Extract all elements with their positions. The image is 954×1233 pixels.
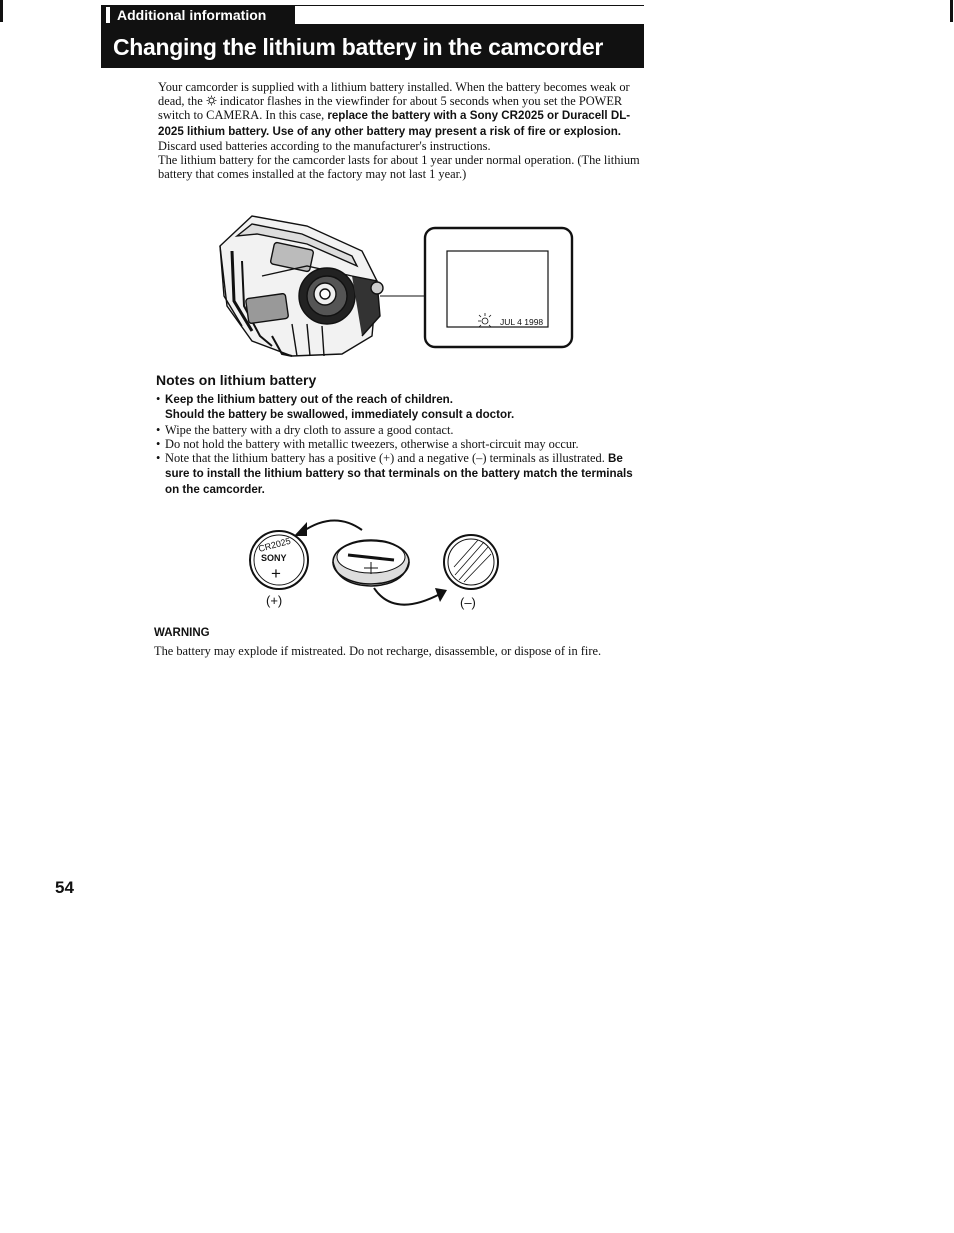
camcorder-illustration — [212, 206, 582, 362]
page-edge-mark — [950, 0, 953, 22]
battery-illustration — [244, 510, 504, 614]
flip-arrow-bottom — [374, 588, 440, 605]
camcorder-drawing — [220, 216, 383, 356]
battery-indicator-icon — [206, 95, 217, 106]
intro-paragraph-1: Your camcorder is supplied with a lithium battery installed. When the battery becomes weak or dead, the indicator flashes in the viewfinder for about 5 seconds when you set the POWER switch to CAMERA. In this case, replace the battery with a Sony CR2025 or Duracell DL-2025 lithium battery. Use of any other battery may present a risk of fire or explosion. Discard used batteries according to the manufacturer's instructions. — [158, 80, 631, 153]
svg-text:+: + — [271, 564, 281, 583]
section-tab: Additional information — [101, 5, 295, 25]
page-title: Changing the lithium battery in the camcorder — [101, 24, 644, 68]
list-item: • Do not hold the battery with metallic tweezers, otherwise a short-circuit may occur. — [156, 437, 636, 451]
notes-list — [156, 392, 636, 497]
battery-positive-side — [250, 531, 308, 589]
negative-label: (–) — [460, 595, 476, 610]
header-rule — [295, 5, 644, 6]
intro-text — [158, 80, 643, 181]
battery-negative-side — [444, 535, 498, 589]
warning-heading: WARNING — [154, 627, 210, 639]
flip-arrow-top — [302, 520, 362, 532]
svg-text:SONY: SONY — [261, 553, 287, 563]
arrowhead-icon — [294, 522, 307, 536]
list-item: • Wipe the battery with a dry cloth to assure a good contact. — [156, 423, 636, 437]
intro-paragraph-2: The lithium battery for the camcorder lasts for about 1 year under normal operation. (The lithium battery that comes installed at the factory may not last 1 year.) — [158, 153, 640, 182]
page-number: 54 — [55, 878, 74, 897]
viewfinder-screen — [447, 251, 548, 327]
list-item: • Note that the lithium battery has a positive (+) and a negative (–) terminals as illustrated. Be sure to install the lithium battery so that terminals on the battery match the terminals on the camcorder. — [156, 451, 636, 497]
viewfinder-date: JUL 4 1998 — [500, 317, 544, 327]
page-edge-mark — [0, 0, 3, 22]
warning-text: The battery may explode if mistreated. Do not recharge, disassemble, or dispose of in fire. — [154, 644, 602, 658]
notes-heading: Notes on lithium battery — [156, 372, 317, 388]
battery-tilted — [333, 540, 409, 586]
positive-label: (+) — [266, 593, 283, 608]
list-item: • Keep the lithium battery out of the reach of children. Should the battery be swallowed, immediately consult a doctor. — [156, 392, 636, 423]
svg-text:CR2025: CR2025 — [257, 535, 292, 554]
